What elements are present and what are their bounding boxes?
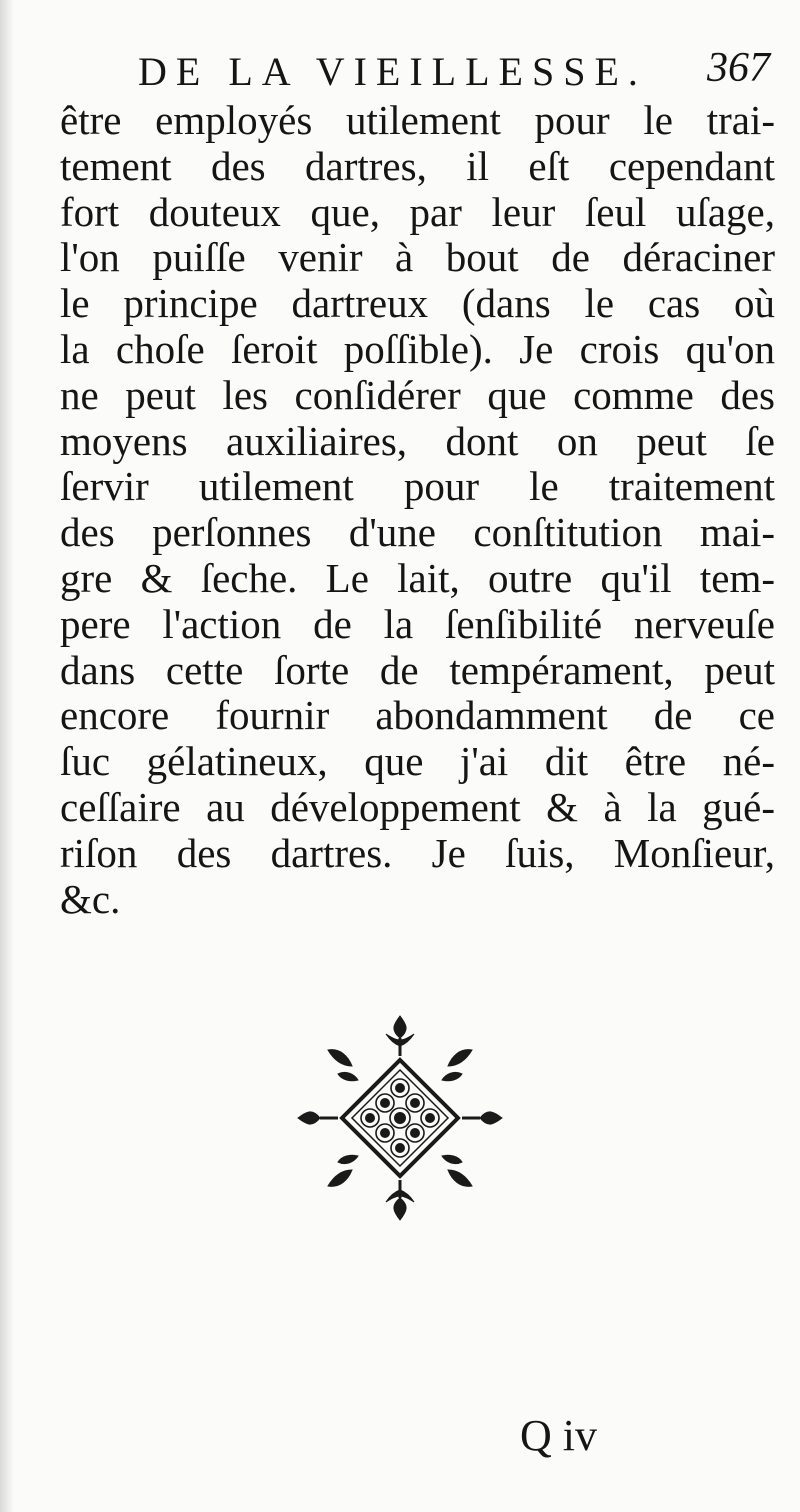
body-paragraph — [60, 98, 775, 922]
text-line: moyens auxiliaires, dont on peut ſe — [60, 418, 775, 464]
floral-vignette-icon — [290, 1008, 510, 1228]
text-line: gre & ſeche. Le lait, outre qu'il tem- — [60, 555, 775, 601]
text-line: ne peut les conſidérer que comme des — [60, 372, 775, 418]
text-line: ceſſaire au développement & à la gué- — [60, 784, 775, 830]
text-line: la choſe ſeroit poſſible). Je crois qu'on — [60, 326, 775, 372]
text-line: ſuc gélatineux, que j'ai dit être né- — [60, 739, 775, 785]
text-line: le principe dartreux (dans le cas où — [60, 281, 775, 327]
page-gutter-shadow — [0, 0, 14, 1512]
running-head: DE LA VIEILLESSE. — [138, 49, 647, 94]
text-line: pere l'action de la ſenſibilité nerveuſe — [60, 601, 775, 647]
text-line: ſervir utilement pour le traitement — [60, 464, 775, 510]
text-line: riſon des dartres. Je ſuis, Monſieur, — [60, 830, 775, 876]
text-line: l'on puiſſe venir à bout de déraciner — [60, 235, 775, 281]
text-line: fort douteux que, par leur ſeul uſage, — [60, 189, 775, 235]
text-line: des perſonnes d'une conſtitution mai- — [60, 510, 775, 556]
page-number: 367 — [707, 45, 770, 91]
text-line: tement des dartres, il eſt cependant — [60, 143, 775, 189]
text-line: dans cette ſorte de tempérament, peut — [60, 647, 775, 693]
text-line: encore fournir abondamment de ce — [60, 693, 775, 739]
page-header — [60, 44, 770, 104]
signature-mark: Q iv — [520, 1411, 597, 1460]
text-line: être employés utilement pour le trai- — [60, 98, 775, 143]
text-line-last: &c. — [60, 876, 121, 922]
